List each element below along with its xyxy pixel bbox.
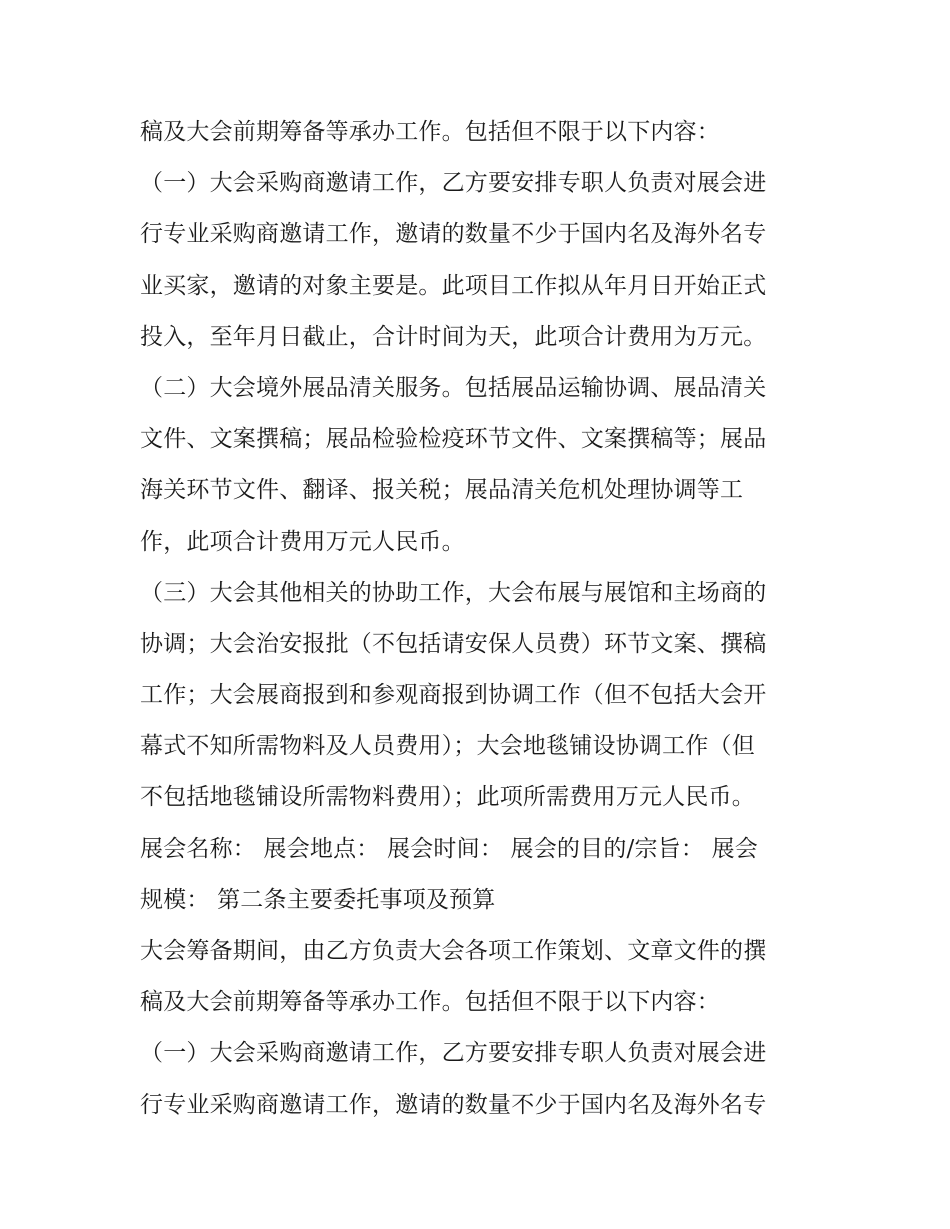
text-line: 不包括地毯铺设所需物料费用）；此项所需费用万元人民币。 (140, 784, 755, 811)
text-line: 作，此项合计费用万元人民币。 (140, 528, 465, 555)
text-line: 行专业采购商邀请工作，邀请的数量不少于国内名及海外名专 (140, 221, 767, 248)
text-line: （二）大会境外展品清关服务。包括展品运输协调、展品清关 (140, 374, 767, 401)
text-line: 幕式不知所需物料及人员费用）；大会地毯铺设协调工作（但 (140, 733, 755, 760)
text-line: 大会筹备期间，由乙方负责大会各项工作策划、文章文件的撰 (140, 938, 767, 964)
text-line: （三）大会其他相关的协助工作，大会布展与展馆和主场商的 (140, 579, 767, 606)
text-line: 海关环节文件、翻译、报关税；展品清关危机处理协调等工 (140, 477, 744, 504)
text-line: 稿及大会前期筹备等承办工作。包括但不限于以下内容： (140, 119, 720, 145)
text-line: （一）大会采购商邀请工作，乙方要安排专职人负责对展会进 (140, 1040, 767, 1067)
body-text (140, 107, 820, 1131)
text-line: 规模： 第二条主要委托事项及预算 (140, 886, 496, 913)
text-line: 文件、文案撰稿；展品检验检疫环节文件、文案撰稿等；展品 (140, 426, 767, 453)
text-line: 业买家，邀请的对象主要是。此项目工作拟从年月日开始正式 (140, 272, 767, 299)
text-line: 稿及大会前期筹备等承办工作。包括但不限于以下内容： (140, 989, 720, 1016)
text-line: 展会名称： 展会地点： 展会时间： 展会的目的/宗旨： 展会 (140, 835, 758, 862)
text-line: （一）大会采购商邀请工作，乙方要安排专职人负责对展会进 (140, 170, 767, 197)
text-line: 协调；大会治安报批（不包括请安保人员费）环节文案、撰稿 (140, 630, 767, 657)
text-line: 行专业采购商邀请工作，邀请的数量不少于国内名及海外名专 (140, 1091, 767, 1118)
text-line: 投入，至年月日截止，合计时间为天，此项合计费用为万元。 (140, 323, 767, 350)
text-line: 工作；大会展商报到和参观商报到协调工作（但不包括大会开 (140, 682, 767, 709)
